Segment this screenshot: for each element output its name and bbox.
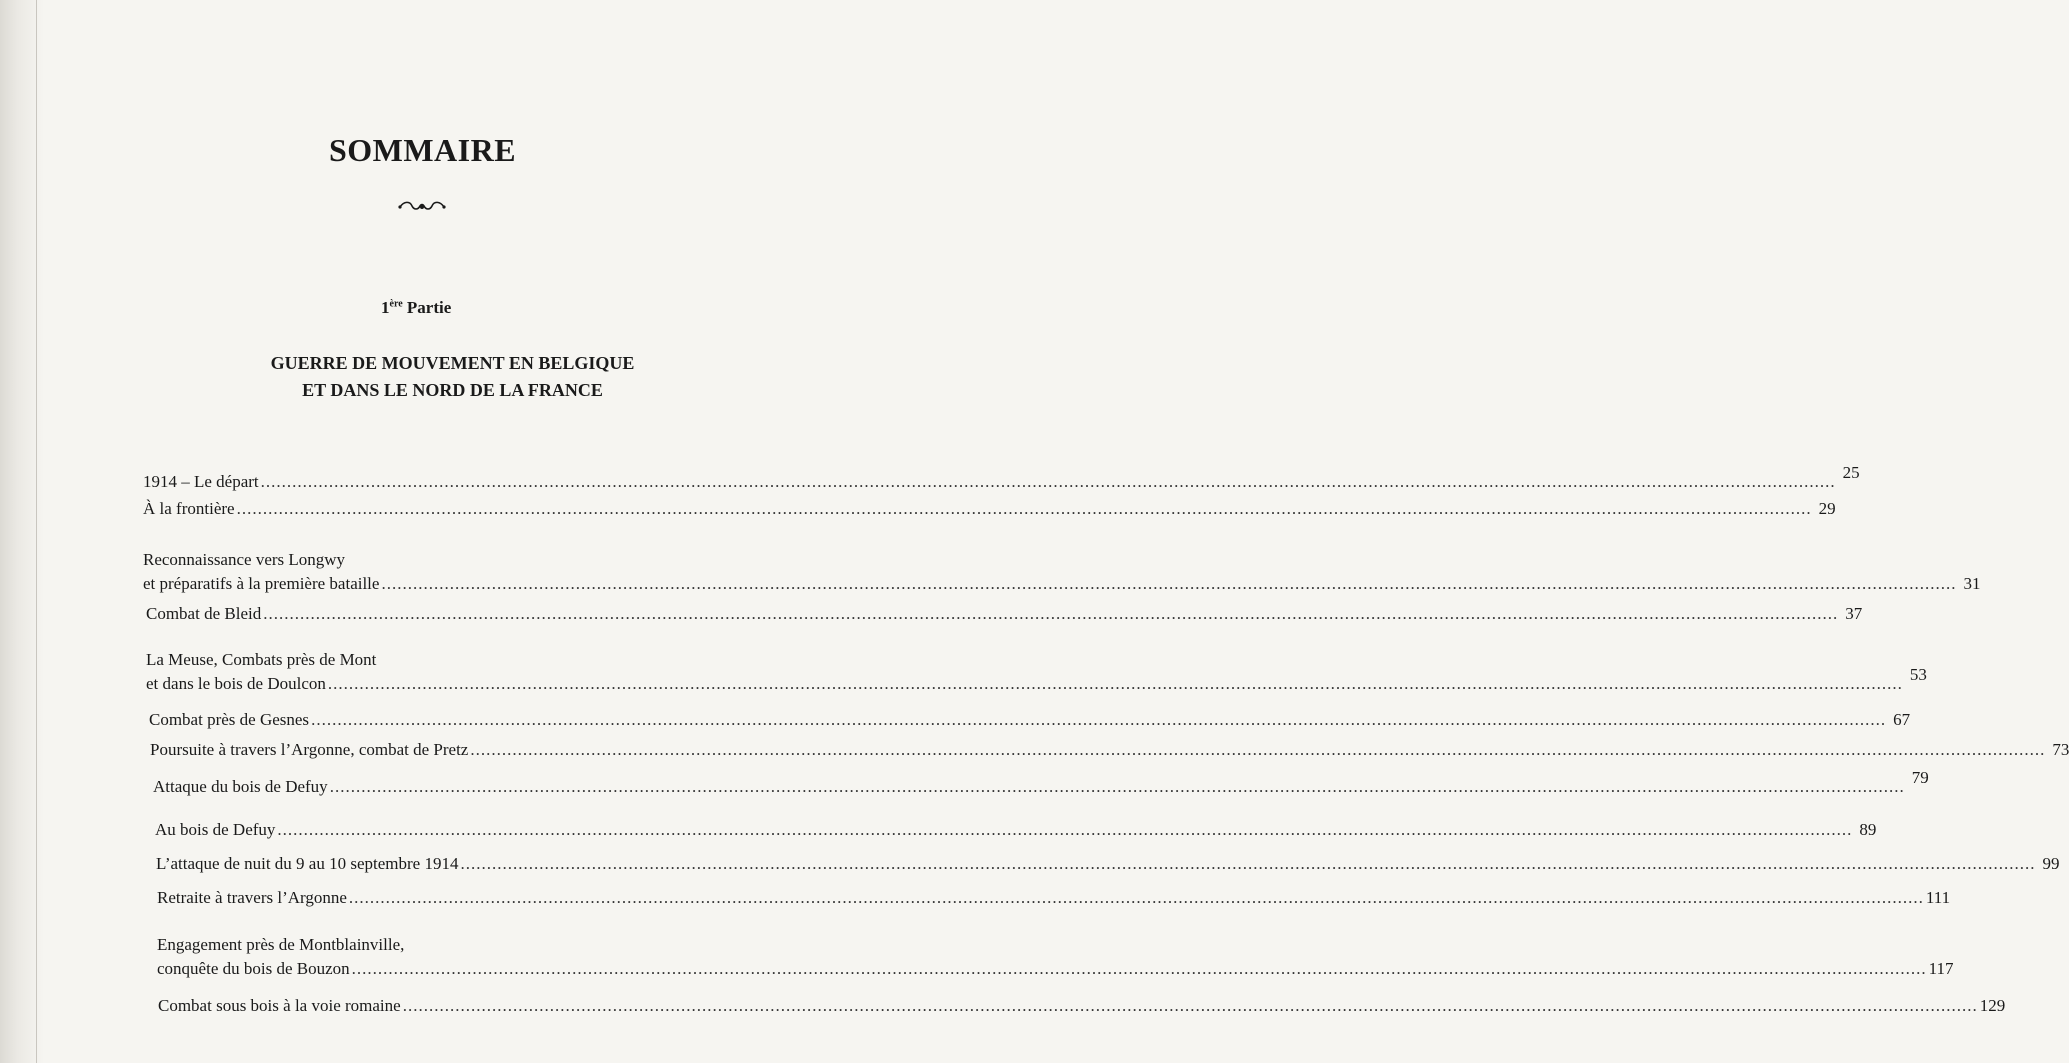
toc-entry[interactable] <box>156 852 2060 876</box>
page-title: SOMMAIRE <box>328 132 517 168</box>
toc-entry-title: Retraite à travers l’Argonne <box>157 888 347 907</box>
toc-entry-title: Combat sous bois à la voie romaine <box>158 996 401 1015</box>
toc-entry-title: Reconnaissance vers Longwy <box>143 550 346 569</box>
dot-leader: ............................................................................................................................................................................................................................................................................................................ <box>381 574 1957 593</box>
toc-entry[interactable] <box>143 463 1860 494</box>
dot-leader: ............................................................................................................................................................................................................................................................................................................ <box>470 740 2046 759</box>
dot-leader: ............................................................................................................................................................................................................................................................................................................ <box>311 710 1887 729</box>
part-ordinal: ère <box>389 298 403 310</box>
toc-entry[interactable] <box>146 648 1927 696</box>
toc-entry-title: À la frontière <box>143 499 235 518</box>
toc-entry-title: La Meuse, Combats près de Mont <box>146 650 377 669</box>
dot-leader: ............................................................................................................................................................................................................................................................................................................ <box>236 499 1812 518</box>
dot-leader: ............................................................................................................................................................................................................................................................................................................ <box>348 888 1924 907</box>
toc-entry-page: 31 <box>1963 574 1981 593</box>
dot-leader: ............................................................................................................................................................................................................................................................................................................ <box>460 854 2036 873</box>
toc-entry-page: 73 <box>2052 740 2069 759</box>
dot-leader: ............................................................................................................................................................................................................................................................................................................ <box>402 996 1978 1015</box>
dot-leader: ............................................................................................................................................................................................................................................................................................................ <box>329 777 1905 796</box>
dot-leader: ............................................................................................................................................................................................................................................................................................................ <box>260 472 1836 491</box>
subtitle-line-1: GUERRE DE MOUVEMENT EN BELGIQUE <box>270 353 635 373</box>
toc-entry-title: Attaque du bois de Defuy <box>153 777 328 796</box>
toc-entry-page: 79 <box>1911 768 1929 787</box>
toc-entry[interactable] <box>146 602 1863 626</box>
toc-entry-page: 37 <box>1845 604 1863 623</box>
subtitle-line-2: ET DANS LE NORD DE LA FRANCE <box>302 380 603 400</box>
toc-entry[interactable] <box>143 548 1981 596</box>
toc-entry-title: et préparatifs à la première bataille <box>143 574 380 593</box>
dot-leader: ............................................................................................................................................................................................................................................................................................................ <box>277 820 1853 839</box>
toc-entry-page: 67 <box>1893 710 1911 729</box>
dot-leader: ............................................................................................................................................................................................................................................................................................................ <box>327 674 1903 693</box>
toc-entry-title: conquête du bois de Bouzon <box>157 959 350 978</box>
toc-entry-page: 53 <box>1909 665 1927 684</box>
part-number: 1 <box>381 298 390 317</box>
toc-entry-page: 89 <box>1859 820 1877 839</box>
toc-entry-page: 99 <box>2042 854 2060 873</box>
part-label: Partie <box>406 298 452 317</box>
toc-entry-page: 29 <box>1818 499 1836 518</box>
toc-entry-page: 111 <box>1925 888 1951 907</box>
toc-entry[interactable] <box>153 768 1929 799</box>
toc-entry[interactable] <box>143 497 1836 521</box>
toc-entry[interactable] <box>158 994 2006 1018</box>
toc-entry-page: 117 <box>1928 959 1954 978</box>
toc-entry-title: Engagement près de Montblainville, <box>157 935 405 954</box>
toc-entry[interactable] <box>149 708 1911 732</box>
toc-entry-title: L’attaque de nuit du 9 au 10 septembre 1914 <box>156 854 459 873</box>
toc-entry[interactable] <box>157 886 1951 910</box>
toc-entry-title: et dans le bois de Doulcon <box>146 674 326 693</box>
toc-entry-title: Combat de Bleid <box>146 604 262 623</box>
toc-entry[interactable] <box>155 818 1877 842</box>
toc-entry-title: Combat près de Gesnes <box>149 710 310 729</box>
dot-leader: ............................................................................................................................................................................................................................................................................................................ <box>263 604 1839 623</box>
toc-entry-title: Au bois de Defuy <box>155 820 276 839</box>
toc-entry-page: 129 <box>1979 996 2006 1015</box>
toc-entry-page: 25 <box>1842 463 1860 482</box>
toc-entry[interactable] <box>150 738 2069 762</box>
toc-entry-title: Poursuite à travers l’Argonne, combat de Pretz <box>150 740 469 759</box>
toc-entry[interactable] <box>157 933 1954 981</box>
dot-leader: ............................................................................................................................................................................................................................................................................................................ <box>351 959 1927 978</box>
toc-entry-title: 1914 – Le départ <box>143 472 259 491</box>
